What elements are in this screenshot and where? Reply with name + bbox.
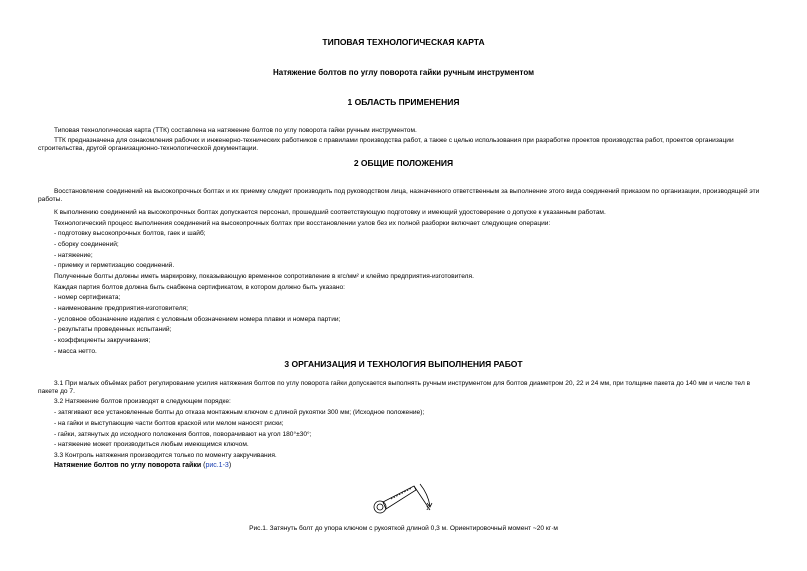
list-item: - приемку и герметизацию соединений. — [54, 262, 175, 269]
list-item: - на гайки и выступающие части болтов краской или мелом наносят риски; — [54, 420, 284, 427]
list-item: - наименование предприятия-изготовителя; — [54, 305, 188, 312]
document-subtitle: Натяжение болтов по углу поворота гайки ручным инструментом — [272, 68, 535, 77]
figure-reference-line — [54, 462, 231, 470]
list-item: - подготовку высокопрочных болтов, гаек и шайб; — [54, 230, 206, 237]
wrench-figure — [364, 476, 444, 520]
s3-paragraph-2: 3.2 Натяжение болтов производят в следующем порядке: — [54, 398, 231, 405]
list-item: - масса нетто. — [54, 348, 97, 355]
section-1-heading: 1 ОБЛАСТЬ ПРИМЕНЕНИЯ — [347, 97, 460, 107]
s3-paragraph-3: 3.3 Контроль натяжения производится только по моменту закручивания. — [54, 452, 277, 459]
ref-open: ( — [201, 462, 206, 469]
s2-paragraph-4: Полученные болты должны иметь маркировку, показывающую временное сопротивление в кгс/мм² и клеймо предприятия-изготовителя. — [54, 273, 474, 280]
section-2-heading: 2 ОБЩИЕ ПОЛОЖЕНИЯ — [353, 158, 454, 168]
nut-circle — [374, 501, 386, 513]
figure-caption: Рис.1. Затянуть болт до упора ключом с рукояткой длиной 0,3 м. Ориентировочный момент ~20 кг·м — [249, 525, 558, 532]
s2-paragraph-2: К выполнению соединений на высокопрочных болтах допускается персонал, прошедший соответствующую подготовку и имеющий удостоверение о допуске к указанным работам. — [54, 209, 606, 216]
s1-paragraph-2: ТТК предназначена для ознакомления рабочих и инженерно-технических работников с правилами производства работ, а также с целью использования при разработке проектов производства работ, проектов организации строительства, другой организационно-технологической документации. — [38, 137, 734, 152]
list-item: - результаты проведенных испытаний; — [54, 326, 172, 333]
list-item: - номер сертификата; — [54, 294, 121, 301]
list-item: - гайки, затянутых до исходного положения болтов, поворачивают на угол 180°±30°; — [54, 431, 312, 438]
list-item: - сборку соединений; — [54, 241, 119, 248]
ref-close: ) — [228, 462, 232, 469]
list-item: - затягивают все установленные болты до отказа монтажным ключом с длиной рукоятки 300 мм; (Исходное положение); — [54, 409, 425, 416]
s2-paragraph-5: Каждая партия болтов должна быть снабжена сертификатом, в котором должно быть указано: — [54, 284, 346, 291]
wrench-handle — [383, 486, 416, 509]
s3-paragraph-1: 3.1 При малых объёмах работ регулирование усилия натяжения болтов по углу поворота гайки допускается выполнять ручным инструментом для болтов диаметром 20, 22 и 24 мм, при толщине пакета до 140 мм и числе тел в пакете до 7. — [38, 380, 751, 395]
s1-paragraph-1: Типовая технологическая карта (ТТК) составлена на натяжение болтов по углу поворота гайки ручным инструментом. — [54, 127, 417, 134]
bolt-circle — [377, 504, 383, 510]
list-item: - условное обозначение изделия с условным обозначением номера плавки и номера партии; — [54, 316, 341, 323]
section-3-heading: 3 ОРГАНИЗАЦИЯ И ТЕХНОЛОГИЯ ВЫПОЛНЕНИЯ РАБОТ — [284, 359, 523, 369]
bold-label: Натяжение болтов по углу поворота гайки — [54, 462, 202, 469]
s2-paragraph-3: Технологический процесс выполнения соединений на высокопрочных болтах при восстановлении узлов без их полной разборки включает следующие операции: — [54, 220, 551, 227]
document-title: ТИПОВАЯ ТЕХНОЛОГИЧЕСКАЯ КАРТА — [322, 37, 485, 47]
list-item: - натяжение может производиться любым имеющимся ключом. — [54, 441, 249, 448]
figure-link[interactable]: рис.1-3 — [205, 462, 229, 469]
s2-paragraph-1: Восстановление соединений на высокопрочных болтах и их приемку следует производить под руководством лица, назначенного ответственным за выполнение этого вида соединений приказом по организации, производящей эти работы. — [38, 188, 760, 203]
figure-label-1: 1 — [426, 506, 429, 512]
list-item: - натяжение; — [54, 252, 93, 259]
list-item: - коэффициенты закручивания; — [54, 337, 151, 344]
